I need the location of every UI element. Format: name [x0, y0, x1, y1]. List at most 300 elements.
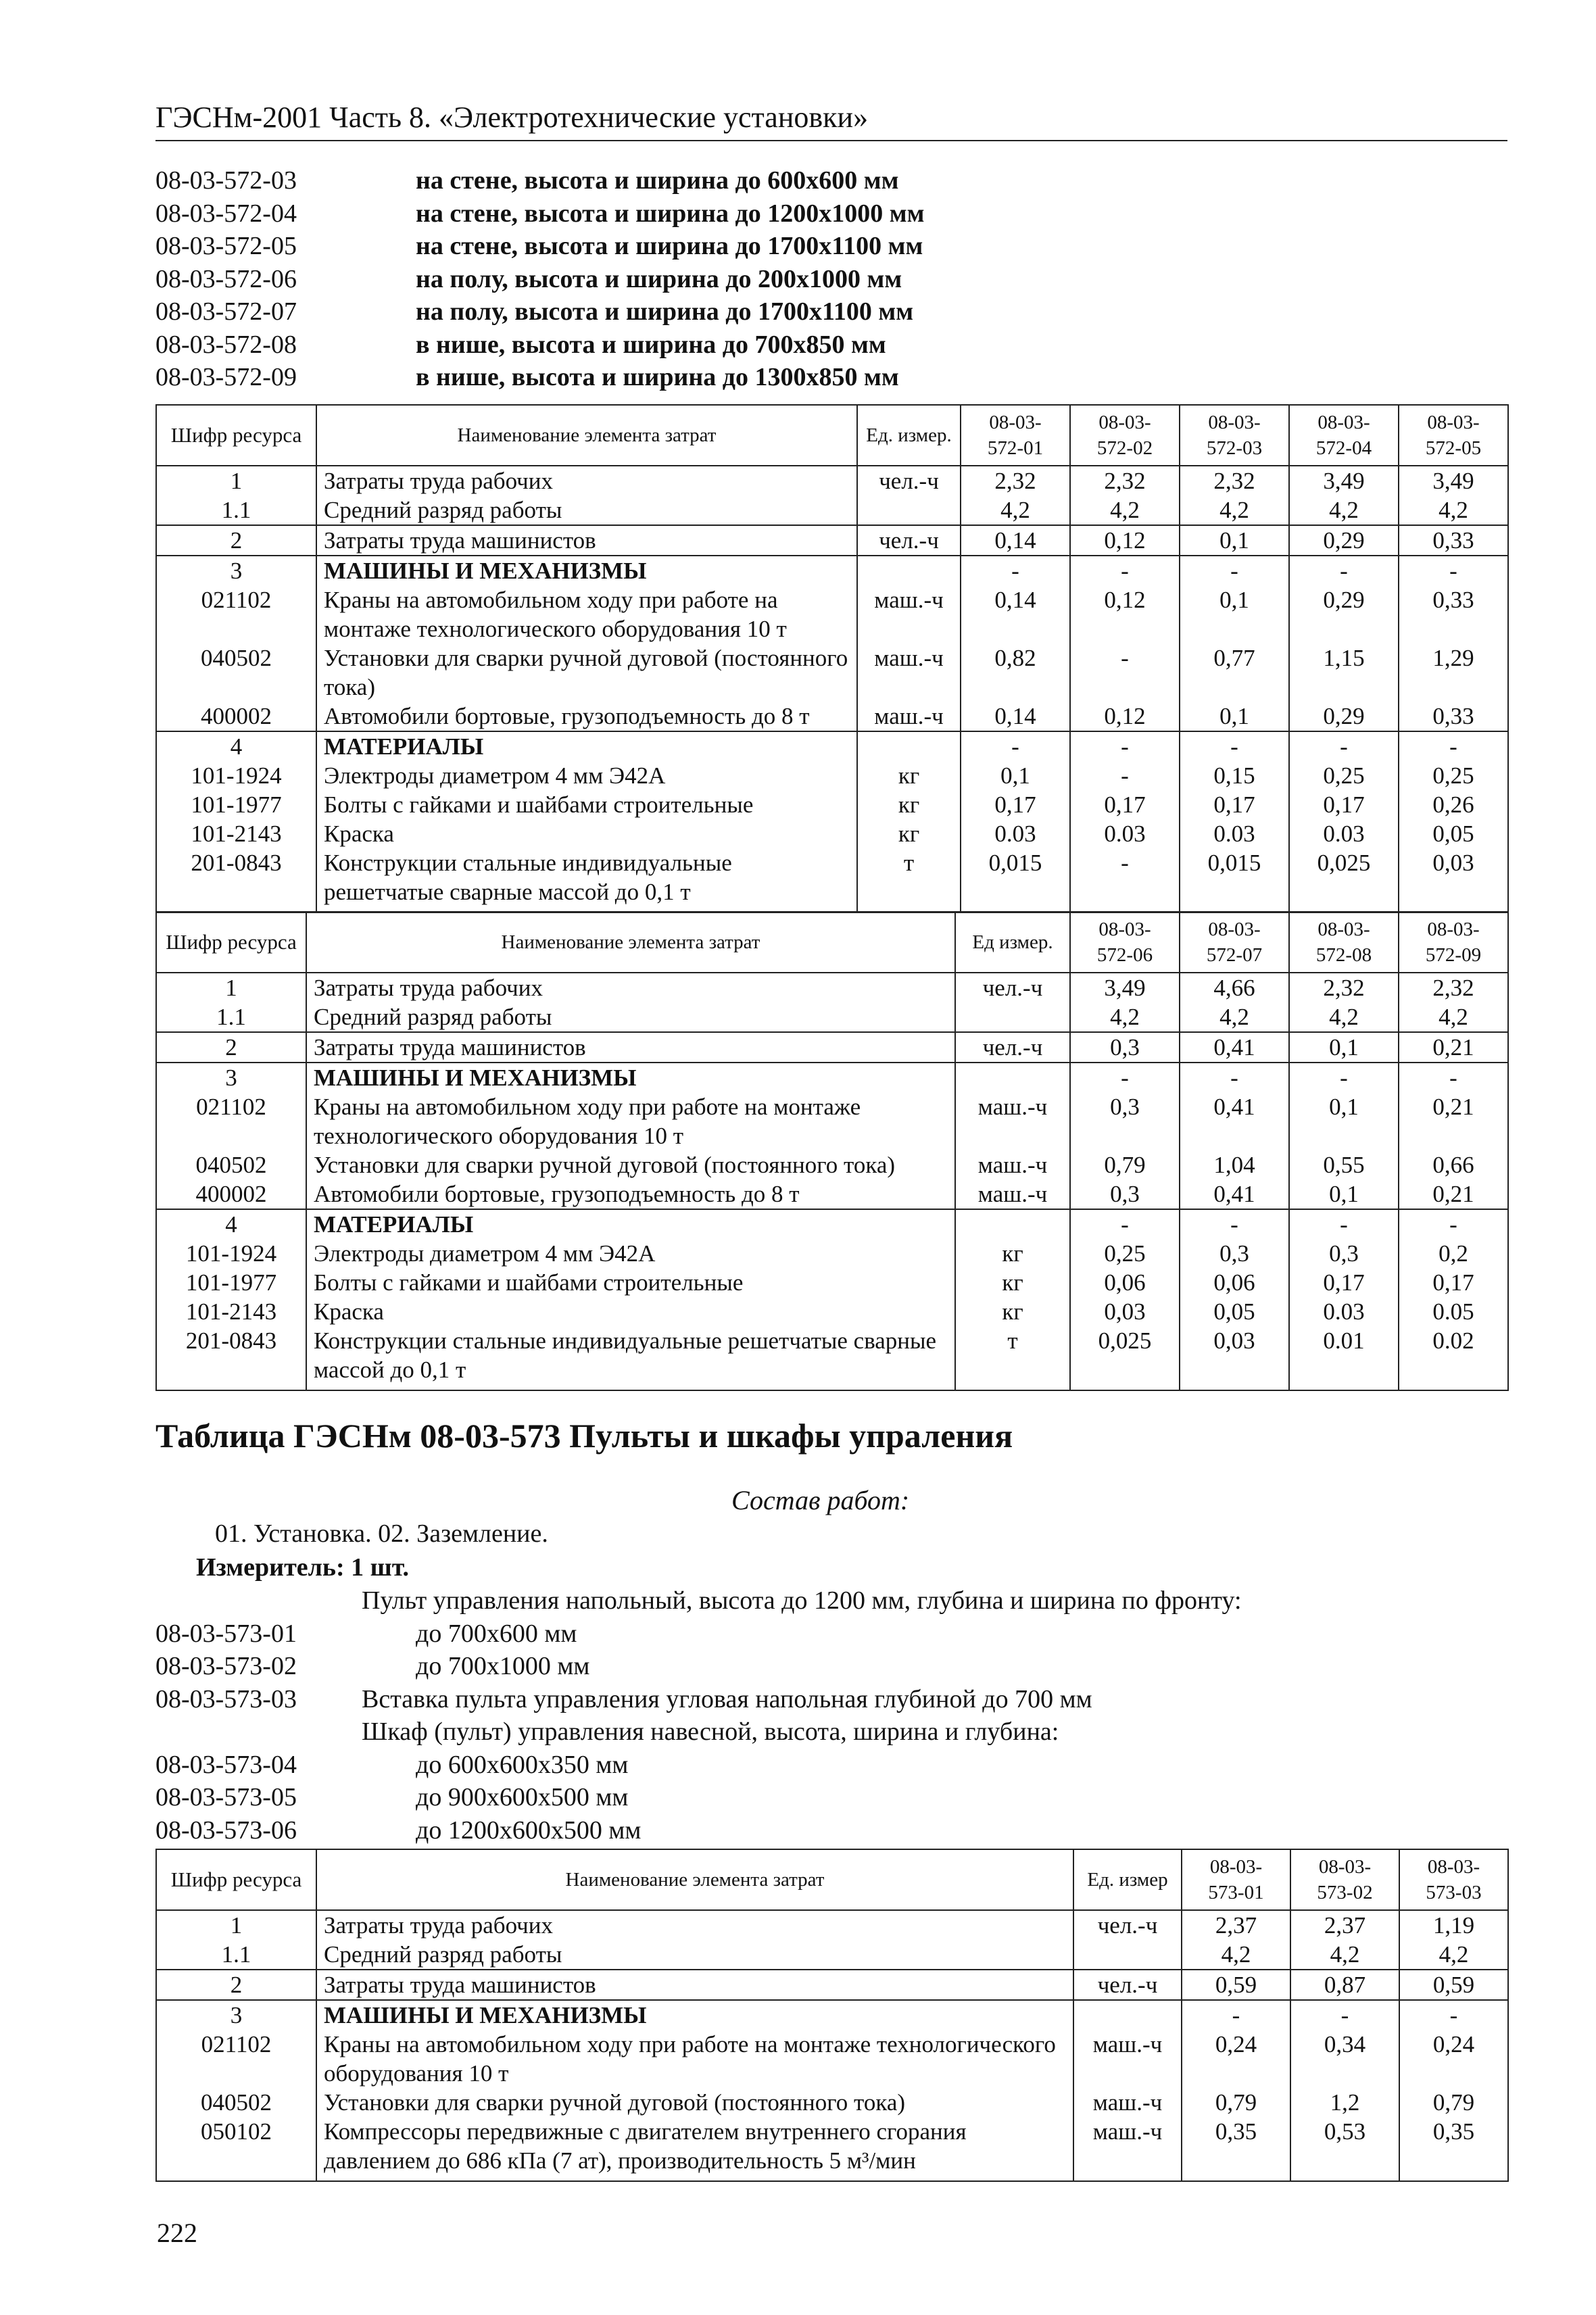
- table-row: [156, 1063, 1508, 1092]
- column-header: Ед. измер.: [857, 405, 961, 466]
- list-item: [155, 1584, 1242, 1617]
- norm-value: -: [1289, 731, 1399, 761]
- list-item: [155, 1814, 1242, 1847]
- measurer-label: Измеритель:: [196, 1553, 345, 1582]
- resource-code: 1: [156, 466, 316, 495]
- norm-value: 0,1: [1289, 1179, 1399, 1209]
- list-item: [155, 164, 925, 197]
- norm-value: 0.03: [1289, 819, 1399, 848]
- header-row: [156, 912, 1508, 973]
- column-header: 08-03- 572-05: [1399, 405, 1508, 466]
- item-code: [155, 1715, 362, 1749]
- norm-value: 0,14: [961, 702, 1070, 731]
- norm-value: 0,77: [1180, 643, 1289, 702]
- norm-value: 0,3: [1180, 1239, 1289, 1268]
- column-header: 08-03- 572-06: [1070, 912, 1180, 973]
- column-header: 08-03- 572-04: [1289, 405, 1399, 466]
- norm-value: 2,37: [1290, 1910, 1399, 1940]
- resource-code: 1: [156, 973, 306, 1002]
- unit: т: [857, 848, 961, 912]
- unit: т: [955, 1326, 1070, 1390]
- norm-value: 0,35: [1182, 2117, 1290, 2181]
- norm-value: 0,025: [1070, 1326, 1180, 1390]
- cost-element-name: Установки для сварки ручной дуговой (постоянного тока): [316, 2088, 1073, 2117]
- table-row: [156, 1002, 1508, 1032]
- unit: кг: [857, 790, 961, 819]
- norm-value: 0,06: [1180, 1268, 1289, 1297]
- table-row: [156, 1940, 1508, 1970]
- norm-value: 0,41: [1180, 1032, 1289, 1063]
- norm-value: 0,25: [1070, 1239, 1180, 1268]
- item-description: на полу, высота и ширина до 200х1000 мм: [416, 264, 902, 293]
- table-row: [156, 731, 1508, 761]
- table-row: [156, 1179, 1508, 1209]
- norm-value: 1,29: [1399, 643, 1508, 702]
- norm-value: 0,12: [1070, 702, 1180, 731]
- resource-code: 101-1977: [156, 1268, 306, 1297]
- column-header: 08-03- 573-01: [1182, 1849, 1290, 1910]
- norm-value: -: [1180, 731, 1289, 761]
- norm-value: 1,2: [1290, 2088, 1399, 2117]
- resource-table-572-06-09: [155, 911, 1509, 1391]
- norm-value: 0,66: [1399, 1150, 1508, 1179]
- norm-value: 4,2: [1070, 495, 1180, 525]
- norm-value: 0,21: [1399, 1179, 1508, 1209]
- unit: чел.-ч: [857, 466, 961, 495]
- norm-value: 0,05: [1399, 819, 1508, 848]
- norm-value: 2,32: [1180, 466, 1289, 495]
- column-header: 08-03- 572-01: [961, 405, 1070, 466]
- unit: [955, 1002, 1070, 1032]
- item-code: 08-03-572-03: [155, 166, 297, 195]
- norm-value: 0,05: [1180, 1297, 1289, 1326]
- unit: маш.-ч: [955, 1179, 1070, 1209]
- table-row: [156, 466, 1508, 495]
- norm-value: 0,79: [1399, 2088, 1508, 2117]
- norm-value: 0,33: [1399, 585, 1508, 643]
- norm-value: 0,33: [1399, 702, 1508, 731]
- item-description: до 700х1000 мм: [416, 1652, 590, 1680]
- unit: маш.-ч: [857, 585, 961, 643]
- measurer-line: [196, 1553, 409, 1582]
- norm-value: 0,17: [1070, 790, 1180, 819]
- resource-code: 2: [156, 1970, 316, 2000]
- running-header: ГЭСНм-2001 Часть 8. «Электротехнические установки»: [155, 100, 1507, 141]
- unit: [857, 495, 961, 525]
- norm-value: 0,15: [1180, 761, 1289, 790]
- unit: [955, 1063, 1070, 1092]
- norm-value: 4,2: [1399, 495, 1508, 525]
- cost-element-name: МАТЕРИАЛЫ: [316, 731, 857, 761]
- unit: чел.-ч: [857, 525, 961, 556]
- cost-element-name: Краны на автомобильном ходу при работе на монтаже технологического оборудования 10 т: [316, 585, 857, 643]
- norm-value: 0,29: [1289, 702, 1399, 731]
- list-item: [155, 1781, 1242, 1814]
- norm-value: 0,14: [961, 585, 1070, 643]
- norm-value: 2,32: [1289, 973, 1399, 1002]
- norm-value: -: [1290, 2000, 1399, 2030]
- norm-value: -: [1399, 1209, 1508, 1239]
- norm-value: 0,1: [1180, 585, 1289, 643]
- norm-value: 0.02: [1399, 1326, 1508, 1390]
- norm-value: 0,24: [1399, 2030, 1508, 2088]
- list-item: [155, 328, 925, 362]
- item-description: на стене, высота и ширина до 1200х1000 мм: [416, 199, 925, 228]
- item-code: 08-03-573-01: [155, 1619, 297, 1648]
- list-item: [155, 1683, 1242, 1716]
- norm-value: 0,53: [1290, 2117, 1399, 2181]
- cost-element-name: Конструкции стальные индивидуальные решетчатые сварные массой до 0,1 т: [306, 1326, 955, 1390]
- norm-value: -: [1289, 556, 1399, 585]
- norm-value: 0,59: [1399, 1970, 1508, 2000]
- unit: маш.-ч: [1073, 2088, 1182, 2117]
- table-row: [156, 1209, 1508, 1239]
- norm-value: 0,25: [1289, 761, 1399, 790]
- norm-value: 4,66: [1180, 973, 1289, 1002]
- list-item: [155, 263, 925, 296]
- column-header: 08-03- 572-02: [1070, 405, 1180, 466]
- norm-value: -: [1180, 1209, 1289, 1239]
- norm-value: 0,17: [1289, 790, 1399, 819]
- norm-value: -: [1180, 556, 1289, 585]
- list-item: [155, 1715, 1242, 1749]
- norm-value: 0,3: [1070, 1179, 1180, 1209]
- column-header: Наименование элемента затрат: [316, 405, 857, 466]
- section-title: Таблица ГЭСНм 08-03-573 Пульты и шкафы упраления: [155, 1417, 1013, 1455]
- norm-value: 0,06: [1070, 1268, 1180, 1297]
- cost-element-name: Затраты труда рабочих: [316, 1910, 1073, 1940]
- item-description: на стене, высота и ширина до 1700х1100 мм: [416, 232, 923, 260]
- cost-element-name: Автомобили бортовые, грузоподъемность до 8 т: [306, 1179, 955, 1209]
- resource-code: 040502: [156, 2088, 316, 2117]
- item-code: [155, 1584, 362, 1617]
- norm-value: 3,49: [1399, 466, 1508, 495]
- item-description: Шкаф (пульт) управления навесной, высота, ширина и глубина:: [362, 1717, 1059, 1746]
- item-code: 08-03-572-07: [155, 297, 297, 326]
- unit: маш.-ч: [955, 1092, 1070, 1150]
- resource-code: 101-2143: [156, 819, 316, 848]
- norm-value: 2,32: [1070, 466, 1180, 495]
- list-item: [155, 1650, 1242, 1683]
- unit: [857, 731, 961, 761]
- cost-element-name: Автомобили бортовые, грузоподъемность до 8 т: [316, 702, 857, 731]
- unit: [1073, 2000, 1182, 2030]
- cost-element-name: Краска: [316, 819, 857, 848]
- table-row: [156, 643, 1508, 702]
- cost-element-name: Установки для сварки ручной дуговой (постоянного тока): [306, 1150, 955, 1179]
- table-row: [156, 1239, 1508, 1268]
- column-header: 08-03- 572-07: [1180, 912, 1289, 973]
- column-header: 08-03- 573-02: [1290, 1849, 1399, 1910]
- norm-value: 4,2: [1399, 1940, 1508, 1970]
- column-header: Наименование элемента затрат: [306, 912, 955, 973]
- table-row: [156, 1326, 1508, 1390]
- cost-element-name: Средний разряд работы: [306, 1002, 955, 1032]
- cost-element-name: Краны на автомобильном ходу при работе на монтаже технологического оборудования 10 т: [316, 2030, 1073, 2088]
- norm-value: 0,29: [1289, 525, 1399, 556]
- norm-value: 2,37: [1182, 1910, 1290, 1940]
- item-code: 08-03-573-04: [155, 1750, 297, 1779]
- table-row: [156, 525, 1508, 556]
- item-description: в нише, высота и ширина до 700х850 мм: [416, 330, 886, 359]
- resource-code: 021102: [156, 2030, 316, 2088]
- work-composition-label: Состав работ:: [731, 1485, 910, 1515]
- norm-value: 0,1: [1180, 702, 1289, 731]
- norm-value: 4,2: [1399, 1002, 1508, 1032]
- resource-code: 2: [156, 1032, 306, 1063]
- norm-value: 1,04: [1180, 1150, 1289, 1179]
- norm-value: 1,19: [1399, 1910, 1508, 1940]
- item-code: 08-03-573-03: [155, 1684, 297, 1713]
- table-row: [156, 973, 1508, 1002]
- norm-value: 0,03: [1180, 1326, 1289, 1390]
- item-code: 08-03-572-05: [155, 232, 297, 260]
- cost-element-name: Затраты труда машинистов: [316, 1970, 1073, 2000]
- norm-value: 0.01: [1289, 1326, 1399, 1390]
- list-item: [155, 1749, 1242, 1782]
- list-item: [155, 1617, 1242, 1651]
- norm-value: -: [1070, 1209, 1180, 1239]
- norm-value: 4,2: [961, 495, 1070, 525]
- norm-value: 4,2: [1289, 495, 1399, 525]
- cost-element-name: МАШИНЫ И МЕХАНИЗМЫ: [316, 556, 857, 585]
- norm-value: -: [1070, 643, 1180, 702]
- norm-value: 0,29: [1289, 585, 1399, 643]
- list-item: [155, 361, 925, 394]
- unit: кг: [857, 761, 961, 790]
- item-code: 08-03-573-02: [155, 1652, 297, 1680]
- norm-value: 0,2: [1399, 1239, 1508, 1268]
- cost-element-name: Затраты труда машинистов: [306, 1032, 955, 1063]
- norm-value: 0,3: [1289, 1239, 1399, 1268]
- cost-element-name: Болты с гайками и шайбами строительные: [306, 1268, 955, 1297]
- norm-value: 4,2: [1180, 1002, 1289, 1032]
- norm-value: 3,49: [1289, 466, 1399, 495]
- norm-value: -: [1070, 731, 1180, 761]
- resource-code: 1: [156, 1910, 316, 1940]
- norm-value: 4,2: [1289, 1002, 1399, 1032]
- column-header: Ед. измер: [1073, 1849, 1182, 1910]
- item-code: 08-03-572-09: [155, 363, 297, 391]
- resource-table-572-01-05: [155, 404, 1509, 913]
- list-item: [155, 230, 925, 263]
- norm-value: 0,55: [1289, 1150, 1399, 1179]
- resource-code: 050102: [156, 2117, 316, 2181]
- norm-value: 0,03: [1070, 1297, 1180, 1326]
- resource-code: 400002: [156, 702, 316, 731]
- work-operations: 01. Установка. 02. Заземление.: [215, 1519, 548, 1548]
- norm-value: 0.03: [1070, 819, 1180, 848]
- norm-value: 0,015: [1180, 848, 1289, 912]
- norm-value: -: [1070, 761, 1180, 790]
- header-row: [156, 405, 1508, 466]
- norm-value: -: [1399, 556, 1508, 585]
- cost-element-name: Электроды диаметром 4 мм Э42А: [306, 1239, 955, 1268]
- norm-value: 3,49: [1070, 973, 1180, 1002]
- norm-value: 0,1: [1180, 525, 1289, 556]
- norm-value: 4,2: [1180, 495, 1289, 525]
- norm-value: 0,17: [1289, 1268, 1399, 1297]
- unit: кг: [955, 1297, 1070, 1326]
- norm-value: 0,14: [961, 525, 1070, 556]
- norm-value: 0.05: [1399, 1297, 1508, 1326]
- cost-element-name: Краны на автомобильном ходу при работе на монтаже технологического оборудования 10 т: [306, 1092, 955, 1150]
- unit: [955, 1209, 1070, 1239]
- column-header: Шифр ресурса: [156, 405, 316, 466]
- resource-code: 1.1: [156, 495, 316, 525]
- resource-code: 4: [156, 731, 316, 761]
- resource-code: 021102: [156, 585, 316, 643]
- item-code: 08-03-572-04: [155, 199, 297, 228]
- unit: маш.-ч: [1073, 2117, 1182, 2181]
- norm-value: -: [1399, 1063, 1508, 1092]
- header-row: [156, 1849, 1508, 1910]
- resource-code: 101-1977: [156, 790, 316, 819]
- norm-value: -: [1399, 731, 1508, 761]
- norm-value: 0,41: [1180, 1092, 1289, 1150]
- norm-value: 0,12: [1070, 525, 1180, 556]
- item-description: до 1200х600х500 мм: [416, 1816, 642, 1845]
- table-row: [156, 1150, 1508, 1179]
- unit: чел.-ч: [955, 973, 1070, 1002]
- norm-value: 0,25: [1399, 761, 1508, 790]
- unit: маш.-ч: [857, 702, 961, 731]
- norm-value: 0,34: [1290, 2030, 1399, 2088]
- norm-value: 0,1: [1289, 1032, 1399, 1063]
- resource-code: 201-0843: [156, 848, 316, 912]
- norm-value: 0,26: [1399, 790, 1508, 819]
- table-row: [156, 1970, 1508, 2000]
- cost-element-name: Затраты труда рабочих: [306, 973, 955, 1002]
- cost-element-name: Конструкции стальные индивидуальные решетчатые сварные массой до 0,1 т: [316, 848, 857, 912]
- table-row: [156, 848, 1508, 912]
- unit: кг: [955, 1268, 1070, 1297]
- norm-value: 0,12: [1070, 585, 1180, 643]
- column-header: 08-03- 572-08: [1289, 912, 1399, 973]
- norm-value: -: [961, 731, 1070, 761]
- column-header: Шифр ресурса: [156, 1849, 316, 1910]
- norm-value: 0,17: [1399, 1268, 1508, 1297]
- cost-element-name: Электроды диаметром 4 мм Э42А: [316, 761, 857, 790]
- cost-element-name: Затраты труда машинистов: [316, 525, 857, 556]
- norm-value: 2,32: [1399, 973, 1508, 1002]
- norm-value: 4,2: [1182, 1940, 1290, 1970]
- resource-code: 101-1924: [156, 761, 316, 790]
- resource-code: 040502: [156, 1150, 306, 1179]
- norm-value: 0.03: [1180, 819, 1289, 848]
- unit: маш.-ч: [955, 1150, 1070, 1179]
- cost-element-name: МАШИНЫ И МЕХАНИЗМЫ: [316, 2000, 1073, 2030]
- norm-value: -: [1070, 556, 1180, 585]
- intro-code-list: [155, 164, 925, 394]
- cost-element-name: Краска: [306, 1297, 955, 1326]
- item-description: на полу, высота и ширина до 1700х1100 мм: [416, 297, 914, 326]
- norm-value: 0,21: [1399, 1032, 1508, 1063]
- norm-value: 0.03: [961, 819, 1070, 848]
- norm-value: -: [1070, 848, 1180, 912]
- table-row: [156, 585, 1508, 643]
- column-header: Наименование элемента затрат: [316, 1849, 1073, 1910]
- resource-code: 3: [156, 1063, 306, 1092]
- resource-code: 2: [156, 525, 316, 556]
- measurer-value: 1 шт.: [351, 1553, 410, 1582]
- norm-value: 0,025: [1289, 848, 1399, 912]
- table-row: [156, 2000, 1508, 2030]
- norm-value: -: [1180, 1063, 1289, 1092]
- norm-value: 0,24: [1182, 2030, 1290, 2088]
- column-header: Шифр ресурса: [156, 912, 306, 973]
- column-header: 08-03- 573-03: [1399, 1849, 1508, 1910]
- list-item: [155, 197, 925, 230]
- resource-code: 3: [156, 2000, 316, 2030]
- unit: чел.-ч: [1073, 1910, 1182, 1940]
- table-row: [156, 495, 1508, 525]
- cost-element-name: Средний разряд работы: [316, 495, 857, 525]
- norm-value: 0,79: [1070, 1150, 1180, 1179]
- norm-value: 0,1: [1289, 1092, 1399, 1150]
- norm-value: -: [1182, 2000, 1290, 2030]
- resource-code: 101-1924: [156, 1239, 306, 1268]
- unit: чел.-ч: [1073, 1970, 1182, 2000]
- cost-element-name: Затраты труда рабочих: [316, 466, 857, 495]
- norm-value: -: [1399, 2000, 1508, 2030]
- table-row: [156, 1092, 1508, 1150]
- norm-value: 4,2: [1290, 1940, 1399, 1970]
- column-header: 08-03- 572-09: [1399, 912, 1508, 973]
- item-description: до 900х600х500 мм: [416, 1783, 629, 1811]
- norm-value: 0,33: [1399, 525, 1508, 556]
- resource-code: 101-2143: [156, 1297, 306, 1326]
- resource-code: 040502: [156, 643, 316, 702]
- unit: кг: [955, 1239, 1070, 1268]
- norm-value: 0,59: [1182, 1970, 1290, 2000]
- table-row: [156, 819, 1508, 848]
- unit: [1073, 1940, 1182, 1970]
- column-header: 08-03- 572-03: [1180, 405, 1289, 466]
- item-code: 08-03-573-05: [155, 1783, 297, 1811]
- cost-element-name: Компрессоры передвижные с двигателем внутреннего сгорания давлением до 686 кПа (7 ат), производительность 5 м³/мин: [316, 2117, 1073, 2181]
- cost-element-name: МАШИНЫ И МЕХАНИЗМЫ: [306, 1063, 955, 1092]
- table-row: [156, 556, 1508, 585]
- unit: [857, 556, 961, 585]
- norm-value: 0,03: [1399, 848, 1508, 912]
- table-row: [156, 2117, 1508, 2181]
- norm-value: 0,3: [1070, 1092, 1180, 1150]
- unit: кг: [857, 819, 961, 848]
- table-row: [156, 702, 1508, 731]
- cost-element-name: Средний разряд работы: [316, 1940, 1073, 1970]
- item-description: в нише, высота и ширина до 1300х850 мм: [416, 363, 899, 391]
- norm-value: 4,2: [1070, 1002, 1180, 1032]
- norm-value: 0.03: [1289, 1297, 1399, 1326]
- column-header: Ед измер.: [955, 912, 1070, 973]
- norm-value: 0,015: [961, 848, 1070, 912]
- resource-code: 3: [156, 556, 316, 585]
- norm-value: -: [961, 556, 1070, 585]
- cost-element-name: Болты с гайками и шайбами строительные: [316, 790, 857, 819]
- item-code: 08-03-572-06: [155, 264, 297, 293]
- norm-value: 0,3: [1070, 1032, 1180, 1063]
- table-row: [156, 1032, 1508, 1063]
- norm-value: 0,17: [1180, 790, 1289, 819]
- norm-value: 0,41: [1180, 1179, 1289, 1209]
- norm-value: 0,82: [961, 643, 1070, 702]
- table-row: [156, 2088, 1508, 2117]
- norm-value: -: [1289, 1209, 1399, 1239]
- item-code: 08-03-573-06: [155, 1816, 297, 1845]
- table-row: [156, 1910, 1508, 1940]
- unit: маш.-ч: [1073, 2030, 1182, 2088]
